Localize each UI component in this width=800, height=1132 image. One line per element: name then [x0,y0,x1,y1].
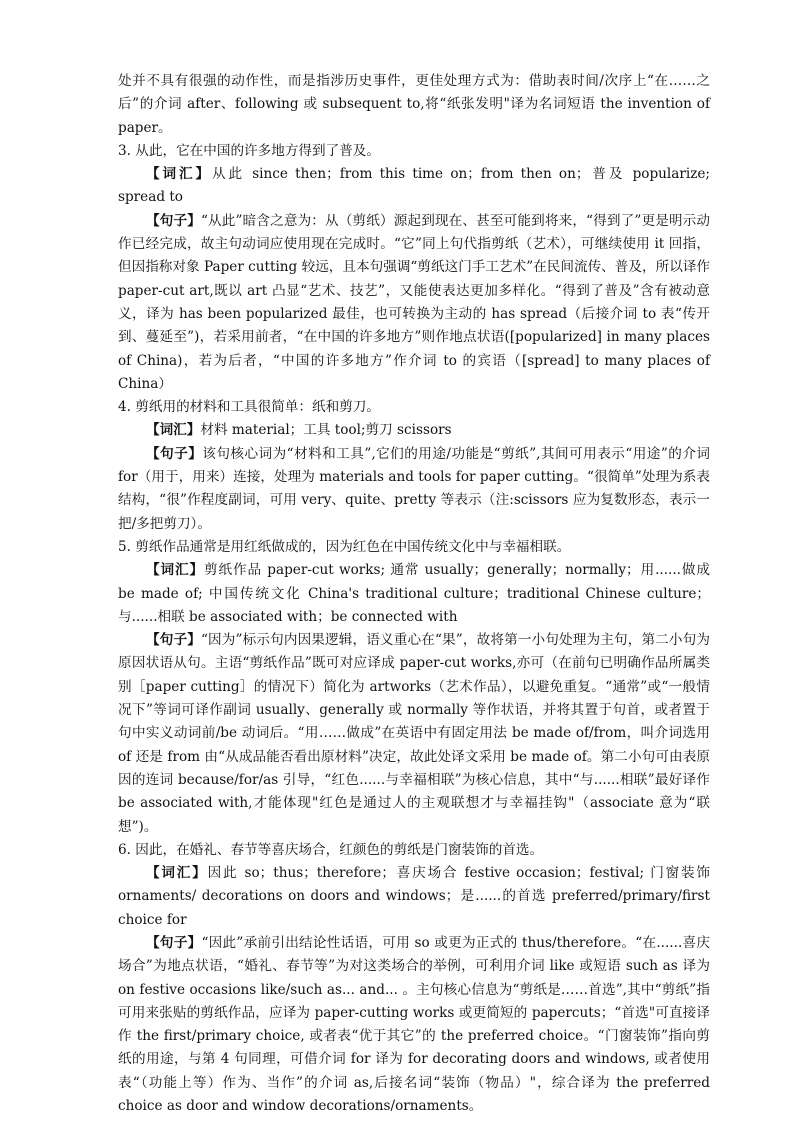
sentence-label: 【句子】 [146,445,203,462]
vocab-text: 从此 since then；from this time on；from then on；普及 popularize; spread to [118,166,711,206]
sentence-heading-4: 4. 剪纸用的材料和工具很简单：纸和剪刀。 [118,399,380,416]
sentence-analysis-3 [118,210,710,396]
sentence-analysis-5 [118,629,710,839]
sentence-heading-3: 3. 从此，它在中国的许多地方得到了普及。 [118,142,380,159]
sentence-label: 【句子】 [146,212,201,229]
vocab-paragraph-4 [118,419,710,442]
continuation-paragraph: 处并不具有很强的动作性，而是指涉历史事件，更佳处理方式为：借助表时间/次序上“在……之后”的介词 after、following 或 subsequent to,将“纸张发明"译为名词短语 the invention of paper。 [118,73,710,136]
sentence-text: 该句核心词为“材料和工具”,它们的用途/功能是“剪纸”,其间可用表示“用途”的介词 for（用于，用来）连接，处理为 materials and tools for paper cutting。“很简单”处理为系表结构，“很”作程度副词，可用 very、quite、pretty 等表示（注:scissors 应为复数形态，表示一把/多把剪刀）。 [118,445,711,532]
sentence-label: 【句子】 [146,934,202,951]
sentence-text: “因为”标示句内因果逻辑，语义重心在“果”，故将第一小句处理为主句，第二小句为原因状语从句。主语“剪纸作品”既可对应译成 paper-cut works,亦可（在前句已明确作品所属类别［paper cutting］的情况下）简化为 artworks（艺术作品），以避免重复。“通常”或“一般情况下”等词可译作副词 usually、generally 或 normally 等作状语，并将其置于句首，或者置于句中实义动词前/be 动词后。“用……做成”在英语中有固定用法 be made of/from，叫介词选用 of 还是 from 由“从成品能否看出原材料”决定，故此处译文采用 be made of。第二小句可由表原因的连词 because/for/as 引导，“红色......与幸福相联”为核心信息，其中“与......相联”最好译作 be associated with,才能体现"红色是通过人的主观联想才与幸福挂钩"（associate 意为“联想”)。 [118,632,711,835]
vocab-label: 【词汇】 [146,865,208,882]
vocab-label: 【词汇】 [146,562,205,579]
sentence-text: “从此”暗含之意为：从（剪纸）源起到现在、甚至可能到将来，“得到了”更是明示动作已经完成，故主句动词应使用现在完成时。“它”同上句代指剪纸（艺术），可继续使用 it 回指，但因指称对象 Paper cutting 较远，且本句强调“剪纸这门手工艺术”在民间流传、普及，所以译作 paper-cut art,既以 art 凸显“艺术、技艺”，又能使表达更加多样化。“得到了普及”含有被动意义，译为 has been popularized 最佳，也可转换为主动的 has spread（后接介词 to 表“传开到、蔓延至”)，若采用前者，“在中国的许多地方”则作地点状语([popularized] in many places of China)，若为后者，“中国的许多地方”作介词 to 的宾语（[spread] to many places of China） [118,212,711,392]
sentence-heading-5: 5. 剪纸作品通常是用红纸做成的，因为红色在中国传统文化中与幸福相联。 [118,538,571,555]
vocab-paragraph-5 [118,559,710,629]
vocab-paragraph-6 [118,862,710,932]
vocab-text: 因此 so；thus；therefore；喜庆场合 festive occasion；festival; 门窗装饰 ornaments/ decorations on doors and windows；是......的首选 preferred/primary/first choice for [118,865,710,928]
sentence-label: 【句子】 [146,632,201,649]
vocab-label: 【词汇】 [146,166,212,183]
sentence-analysis-4 [118,443,710,536]
vocab-label: 【词汇】 [146,422,201,439]
vocab-text: 剪纸作品 paper-cut works; 通常 usually；generally；normally；用......做成 be made of; 中国传统文化 China's traditional culture；traditional Chinese culture；与......相联 be associated with；be connected with [118,562,711,625]
vocab-text: 材料 material；工具 tool;剪刀 scissors [200,422,452,439]
sentence-text: “因此”承前引出结论性话语，可用 so 或更为正式的 thus/therefore。“在......喜庆场合”为地点状语，“婚礼、春节等”为对这类场合的举例，可利用介词 like 或短语 such as 译为 on festive occasions like/such as... and... 。主句核心信息为“剪纸是……首选”,其中“剪纸”指可用来张贴的剪纸作品，应译为 paper-cutting works 或更简短的 papercuts；“首选"可直接译作 the first/primary choice, 或者表“优于其它”的 the preferred choice。“门窗装饰”指向剪纸的用途，与第 4 句同理，可借介词 for 译为 for decorating doors and windows, 或者使用表“（功能上等）作为、当作”的介词 as,后接名词“装饰（物品）"，综合译为 the preferred choice as door and window decorations/ornaments。 [118,934,710,1115]
sentence-heading-6: 6. 因此，在婚礼、春节等喜庆场合，红颜色的剪纸是门窗装饰的首选。 [118,841,544,858]
sentence-analysis-6 [118,932,710,1118]
vocab-paragraph-3 [118,163,710,210]
